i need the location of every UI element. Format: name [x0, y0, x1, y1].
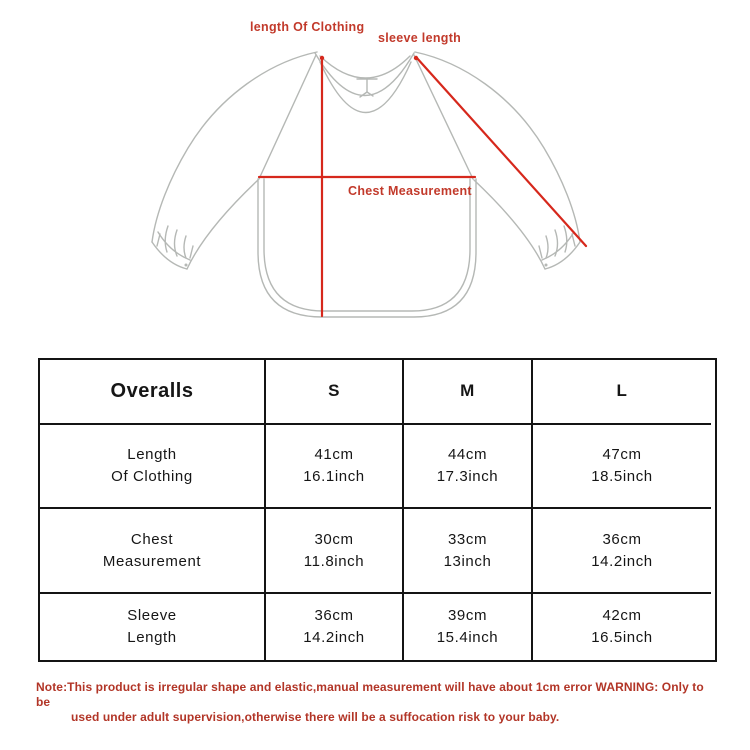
cell-sleeve-l: 42cm 16.5inch	[591, 607, 653, 646]
table-header-m: M	[404, 360, 533, 425]
cell-sleeve-s: 36cm 14.2inch	[266, 594, 404, 660]
cell-chest-l: 36cm 14.2inch	[533, 509, 711, 594]
table-header-s: S	[266, 360, 404, 425]
warning-note-line2: used under adult supervision,otherwise there will be a suffocation risk to your baby.	[71, 710, 560, 724]
length-of-clothing-label: length Of Clothing	[250, 20, 365, 34]
row-label-chest: Chest Measurement	[40, 509, 266, 594]
chest-measurement-label: Chest Measurement	[348, 184, 472, 198]
warning-note-line1: Note:This product is irregular shape and elastic,manual measurement will have about 1cm error WARNING: Only to be	[36, 680, 704, 709]
cell-chest-m: 33cm 13inch	[404, 509, 533, 594]
cell-chest-s: 30cm 11.8inch	[266, 509, 404, 594]
warning-note	[36, 680, 712, 725]
row-label-length: Length Of Clothing	[40, 425, 266, 509]
sleeve-length-label: sleeve length	[378, 31, 462, 45]
cell-length-l: 47cm 18.5inch	[533, 425, 711, 509]
size-table	[38, 358, 717, 662]
table-header-overalls: Overalls	[40, 360, 266, 425]
row-label-sleeve: Sleeve Length	[40, 594, 266, 660]
table-header-l: L	[533, 360, 711, 425]
sleeve-measure-line	[416, 57, 586, 246]
garment-diagram	[0, 0, 750, 355]
cell-length-s: 41cm 16.1inch	[266, 425, 404, 509]
cell-length-m: 44cm 17.3inch	[404, 425, 533, 509]
cell-sleeve-m: 39cm 15.4inch	[404, 594, 533, 660]
